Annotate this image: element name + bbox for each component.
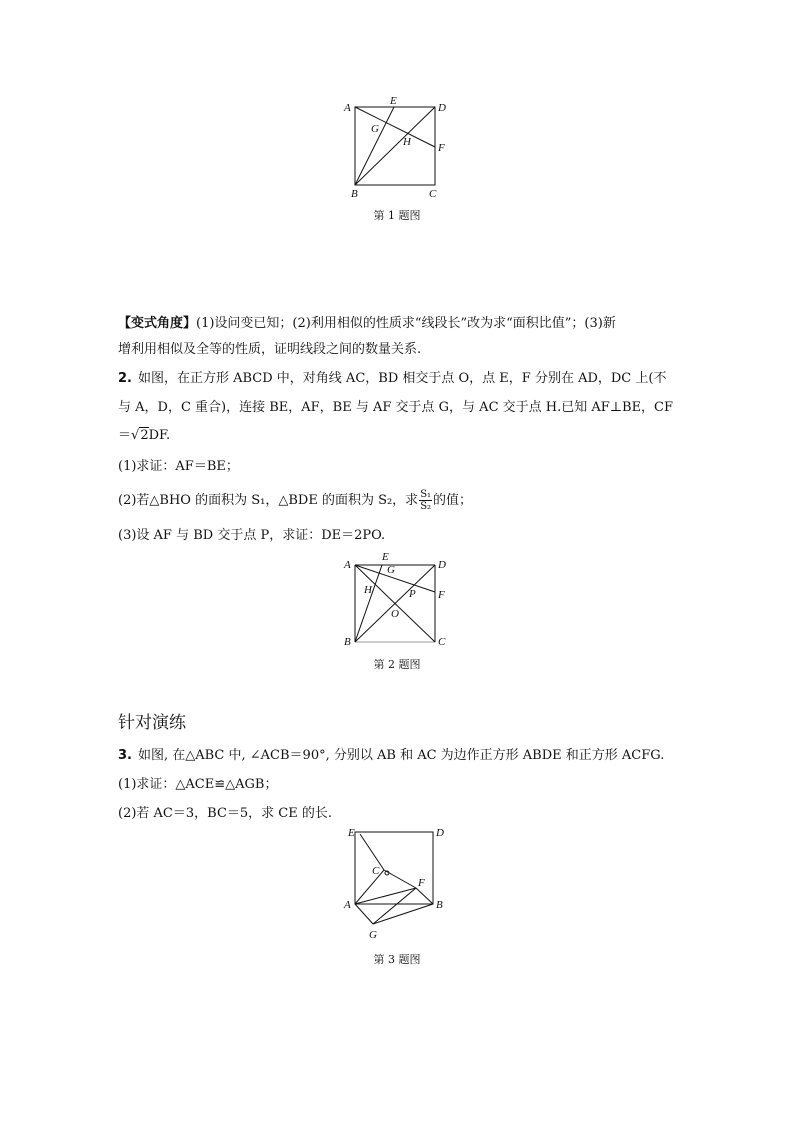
q2-line-3: ＝√2DF. [118, 428, 171, 443]
q2-sub-2 [118, 488, 683, 514]
variant-line-1 [118, 314, 683, 334]
figure-2 [340, 550, 455, 650]
fig3-label-c: C [372, 865, 380, 877]
figure-1 [340, 95, 455, 200]
fig3-label-b: B [436, 899, 443, 911]
fig2-label-c: C [438, 636, 446, 648]
fig1-label-b: B [351, 188, 358, 200]
q3-text-1: 如图, 在△ABC 中, ∠ACB＝90°, 分别以 AB 和 AC 为边作正方形 ABDE 和正方形 ACFG. [137, 748, 665, 763]
figure-1-caption: 第 1 题图 [373, 209, 421, 222]
q2-sub2-suffix: 的值； [433, 493, 473, 508]
fig3-label-d: D [436, 827, 444, 839]
figure-1-diagram [340, 95, 455, 200]
figure-3-diagram [340, 822, 455, 947]
q2-sub-1: (1)求证：AF＝BE； [118, 459, 239, 474]
q2-frac-bottom: S₂ [420, 501, 432, 512]
q2-line-1 [118, 369, 683, 389]
q2-line-2: 与 A，D，C 重合)，连接 BE，AF，BE 与 AF 交于点 G，与 AC 交于点 H.已知 AF⊥BE，CF [118, 400, 674, 415]
fig1-label-e: E [390, 95, 397, 107]
q2-fraction [419, 489, 432, 512]
q3-sub-1: (1)求证：△ACE≌△AGB； [118, 777, 278, 792]
fig1-label-g: G [371, 123, 379, 135]
q2-sqrt-value: 2 [140, 428, 149, 443]
section-title: 针对演练 [118, 713, 186, 733]
fig2-label-a: A [344, 559, 351, 571]
fig2-label-h: H [364, 584, 372, 596]
fig2-label-o: O [391, 608, 399, 620]
q2-number: 2. [118, 371, 132, 386]
fig2-label-g: G [387, 564, 395, 576]
q3-sub-2: (2)若 AC＝3，BC＝5，求 CE 的长. [118, 806, 332, 821]
fig2-label-p: P [409, 588, 416, 600]
figure-3-caption: 第 3 题图 [373, 953, 421, 966]
fig1-label-h: H [403, 136, 411, 148]
fig3-label-e: E [348, 827, 355, 839]
fig2-label-e: E [382, 551, 389, 563]
fig3-label-f: F [418, 877, 425, 889]
figure-2-diagram [340, 550, 455, 650]
fig1-label-c: C [429, 188, 437, 200]
figure-2-caption: 第 2 题图 [373, 658, 421, 671]
fig3-label-g: G [369, 929, 377, 941]
variant-line-2: 增利用相似及全等的性质，证明线段之间的数量关系. [118, 342, 422, 357]
fig2-label-f: F [438, 589, 445, 601]
q2-frac-top: S₁ [420, 489, 432, 500]
q3-line-1 [118, 746, 683, 766]
variant-title: 【变式角度】 [118, 316, 197, 331]
fig1-label-a: A [344, 102, 351, 114]
q2-line3-prefix: ＝ [118, 428, 132, 443]
fig3-label-a: A [344, 899, 351, 911]
fig2-label-b: B [344, 636, 351, 648]
q2-line3-suffix: DF. [148, 428, 171, 443]
figure-3 [340, 822, 455, 947]
q2-text-1: 如图，在正方形 ABCD 中，对角线 AC，BD 相交于点 O，点 E，F 分别在 AD，DC 上(不 [137, 371, 667, 386]
fig2-label-d: D [438, 559, 446, 571]
fig1-label-f: F [438, 142, 445, 154]
q2-sub2-prefix: (2)若△BHO 的面积为 S₁，△BDE 的面积为 S₂，求 [118, 493, 419, 508]
variant-text-1: (1)设问变已知；(2)利用相似的性质求“线段长”改为求“面积比值”；(3)新 [196, 316, 616, 331]
q2-sub-3: (3)设 AF 与 BD 交于点 P，求证：DE＝2PO. [118, 528, 386, 543]
q3-number: 3. [118, 748, 132, 763]
fig1-label-d: D [438, 102, 446, 114]
